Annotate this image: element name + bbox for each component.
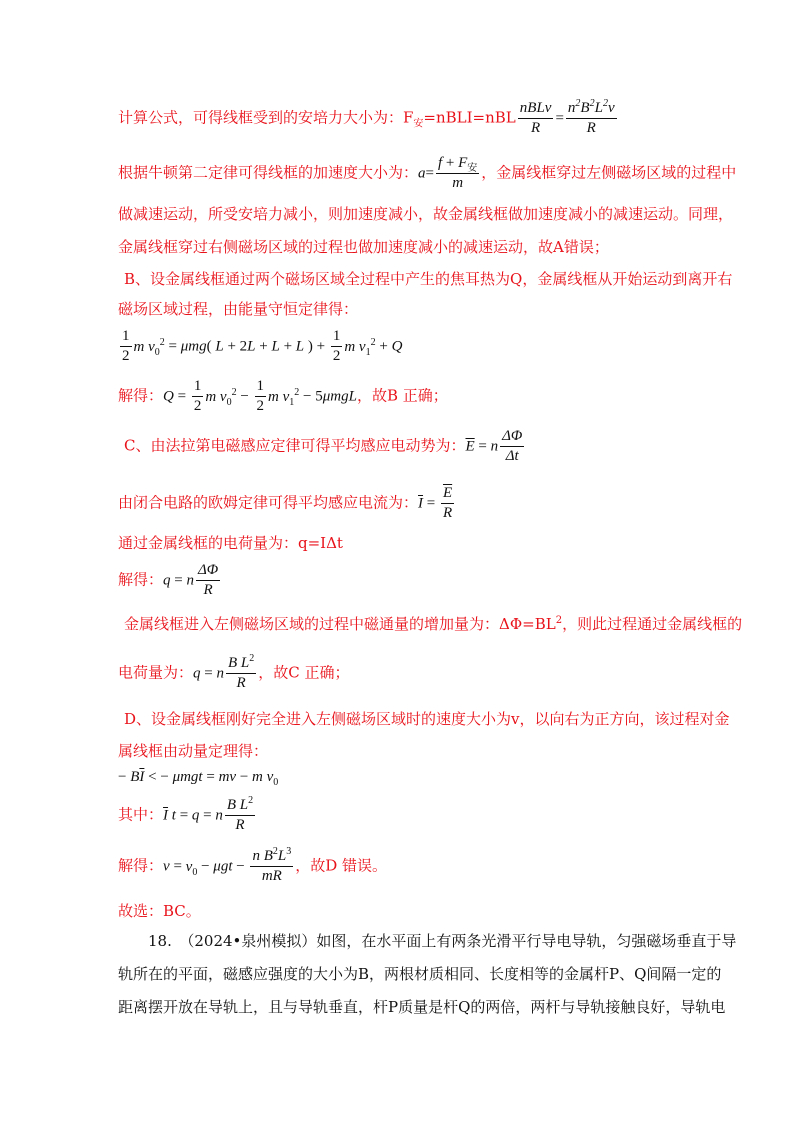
option-d-line: D、设金属线框刚好完全进入左侧磁场区域时的速度大小为v，以向右为正方向，该过程对金 xyxy=(124,710,730,728)
momentum-equation: − $B\overline{I}$ < − μmgt = mv − m $v_0$ xyxy=(118,769,279,788)
energy-equation: $\frac{1}{2}$ m $v_0^2 = \mu mg$( L + 2L + L + L ) + $\frac{1}{2}$ m $v_1^2 + Q$ xyxy=(122,328,403,364)
fraction-n2b2l2v-r: $\frac{n^2B^2L^2v}{R}$ xyxy=(567,98,615,136)
current-line: 由闭合电路的欧姆定律可得平均感应电流为：$\overline{I}$ = $\frac{\overline{E}}{R}$ xyxy=(118,485,453,521)
fraction-nblv-r: $\frac{\text{nBLv}}{R}$ xyxy=(519,100,552,136)
option-b-line: B、设金属线框通过两个磁场区域全过程中产生的焦耳热为Q，金属线框从开始运动到离开右 xyxy=(124,270,733,288)
text-line-16: 属线框由动量定理得： xyxy=(118,742,269,760)
charge-line: 通过金属线框的电荷量为：q=IΔt xyxy=(118,534,343,552)
text-line-4: 金属线框穿过右侧磁场区域的过程也做加速度减小的减速运动，故A错误； xyxy=(118,238,609,256)
flux-line: 金属线框进入左侧磁场区域的过程中磁通量的增加量为：$\Delta\Phi=BL^2$，则此过程通过金属线框的 xyxy=(124,615,743,633)
text-line-3: 做减速运动，所受安培力减小，则加速度减小，故金属线框做加速度减小的减速运动。同理， xyxy=(118,205,734,223)
option-c-line: C、由法拉第电磁感应定律可得平均感应电动势为：$\overline{E} = n$ $\frac{\Delta\Phi}{\Delta t}$ xyxy=(124,428,523,464)
acceleration-line: 根据牛顿第二定律可得线框的加速度大小为：a= $\frac{f + F_安}{m}$ ，金属线框穿过左侧磁场区域的过程中 xyxy=(118,155,737,191)
question-18-line-3: 距离摆开放在导轨上，且与导轨垂直，杆P质量是杆Q的两倍，两杆与导轨接触良好，导轨电 xyxy=(118,998,726,1016)
answer-line: 故选：BC。 xyxy=(118,902,201,920)
fraction-f-plus-f-over-m: $\frac{f + F_安}{m}$ xyxy=(437,155,478,191)
text-line-6: 磁场区域过程，由能量守恒定律得： xyxy=(118,300,359,318)
question-18-line-2: 轨所在的平面，磁感应强度的大小为B，两根材质相同、长度相等的金属杆P、Q间隔一定的 xyxy=(118,965,722,983)
ampere-force-line: 计算公式，可得线框受到的安培力大小为：$F_安=nBLI=nBL$ $\frac{\text{nBLv}}{R}$ = $\frac{n^2B^2L^2v}{R}$ xyxy=(118,98,615,136)
charge-result-line: 电荷量为：q = n $\frac{B L^2}{R}$ ，故C 正确； xyxy=(118,653,350,691)
v-solution-line: 解得：$v = v_0 - \mu gt$ − $\frac{n B^2L^3}{mR}$ ，故D 错误。 xyxy=(118,846,388,884)
question-18-line-1: 18. （2024•泉州模拟）如图，在水平面上有两条光滑平行导电导轨，匀强磁场垂直于导 xyxy=(148,932,737,950)
q-solution-line: 解得：Q = $\frac{1}{2}$ m $v_0^2$ − $\frac{1}{2}$ m $v_1^2 - 5\mu mgL$，故B 正确； xyxy=(118,378,448,414)
q-nphi-line: 解得：q = n $\frac{\Delta\Phi}{R}$ xyxy=(118,562,219,598)
where-line: 其中：$\overline{I}$ t = q = n $\frac{B L^2}{R}$ xyxy=(118,795,254,833)
